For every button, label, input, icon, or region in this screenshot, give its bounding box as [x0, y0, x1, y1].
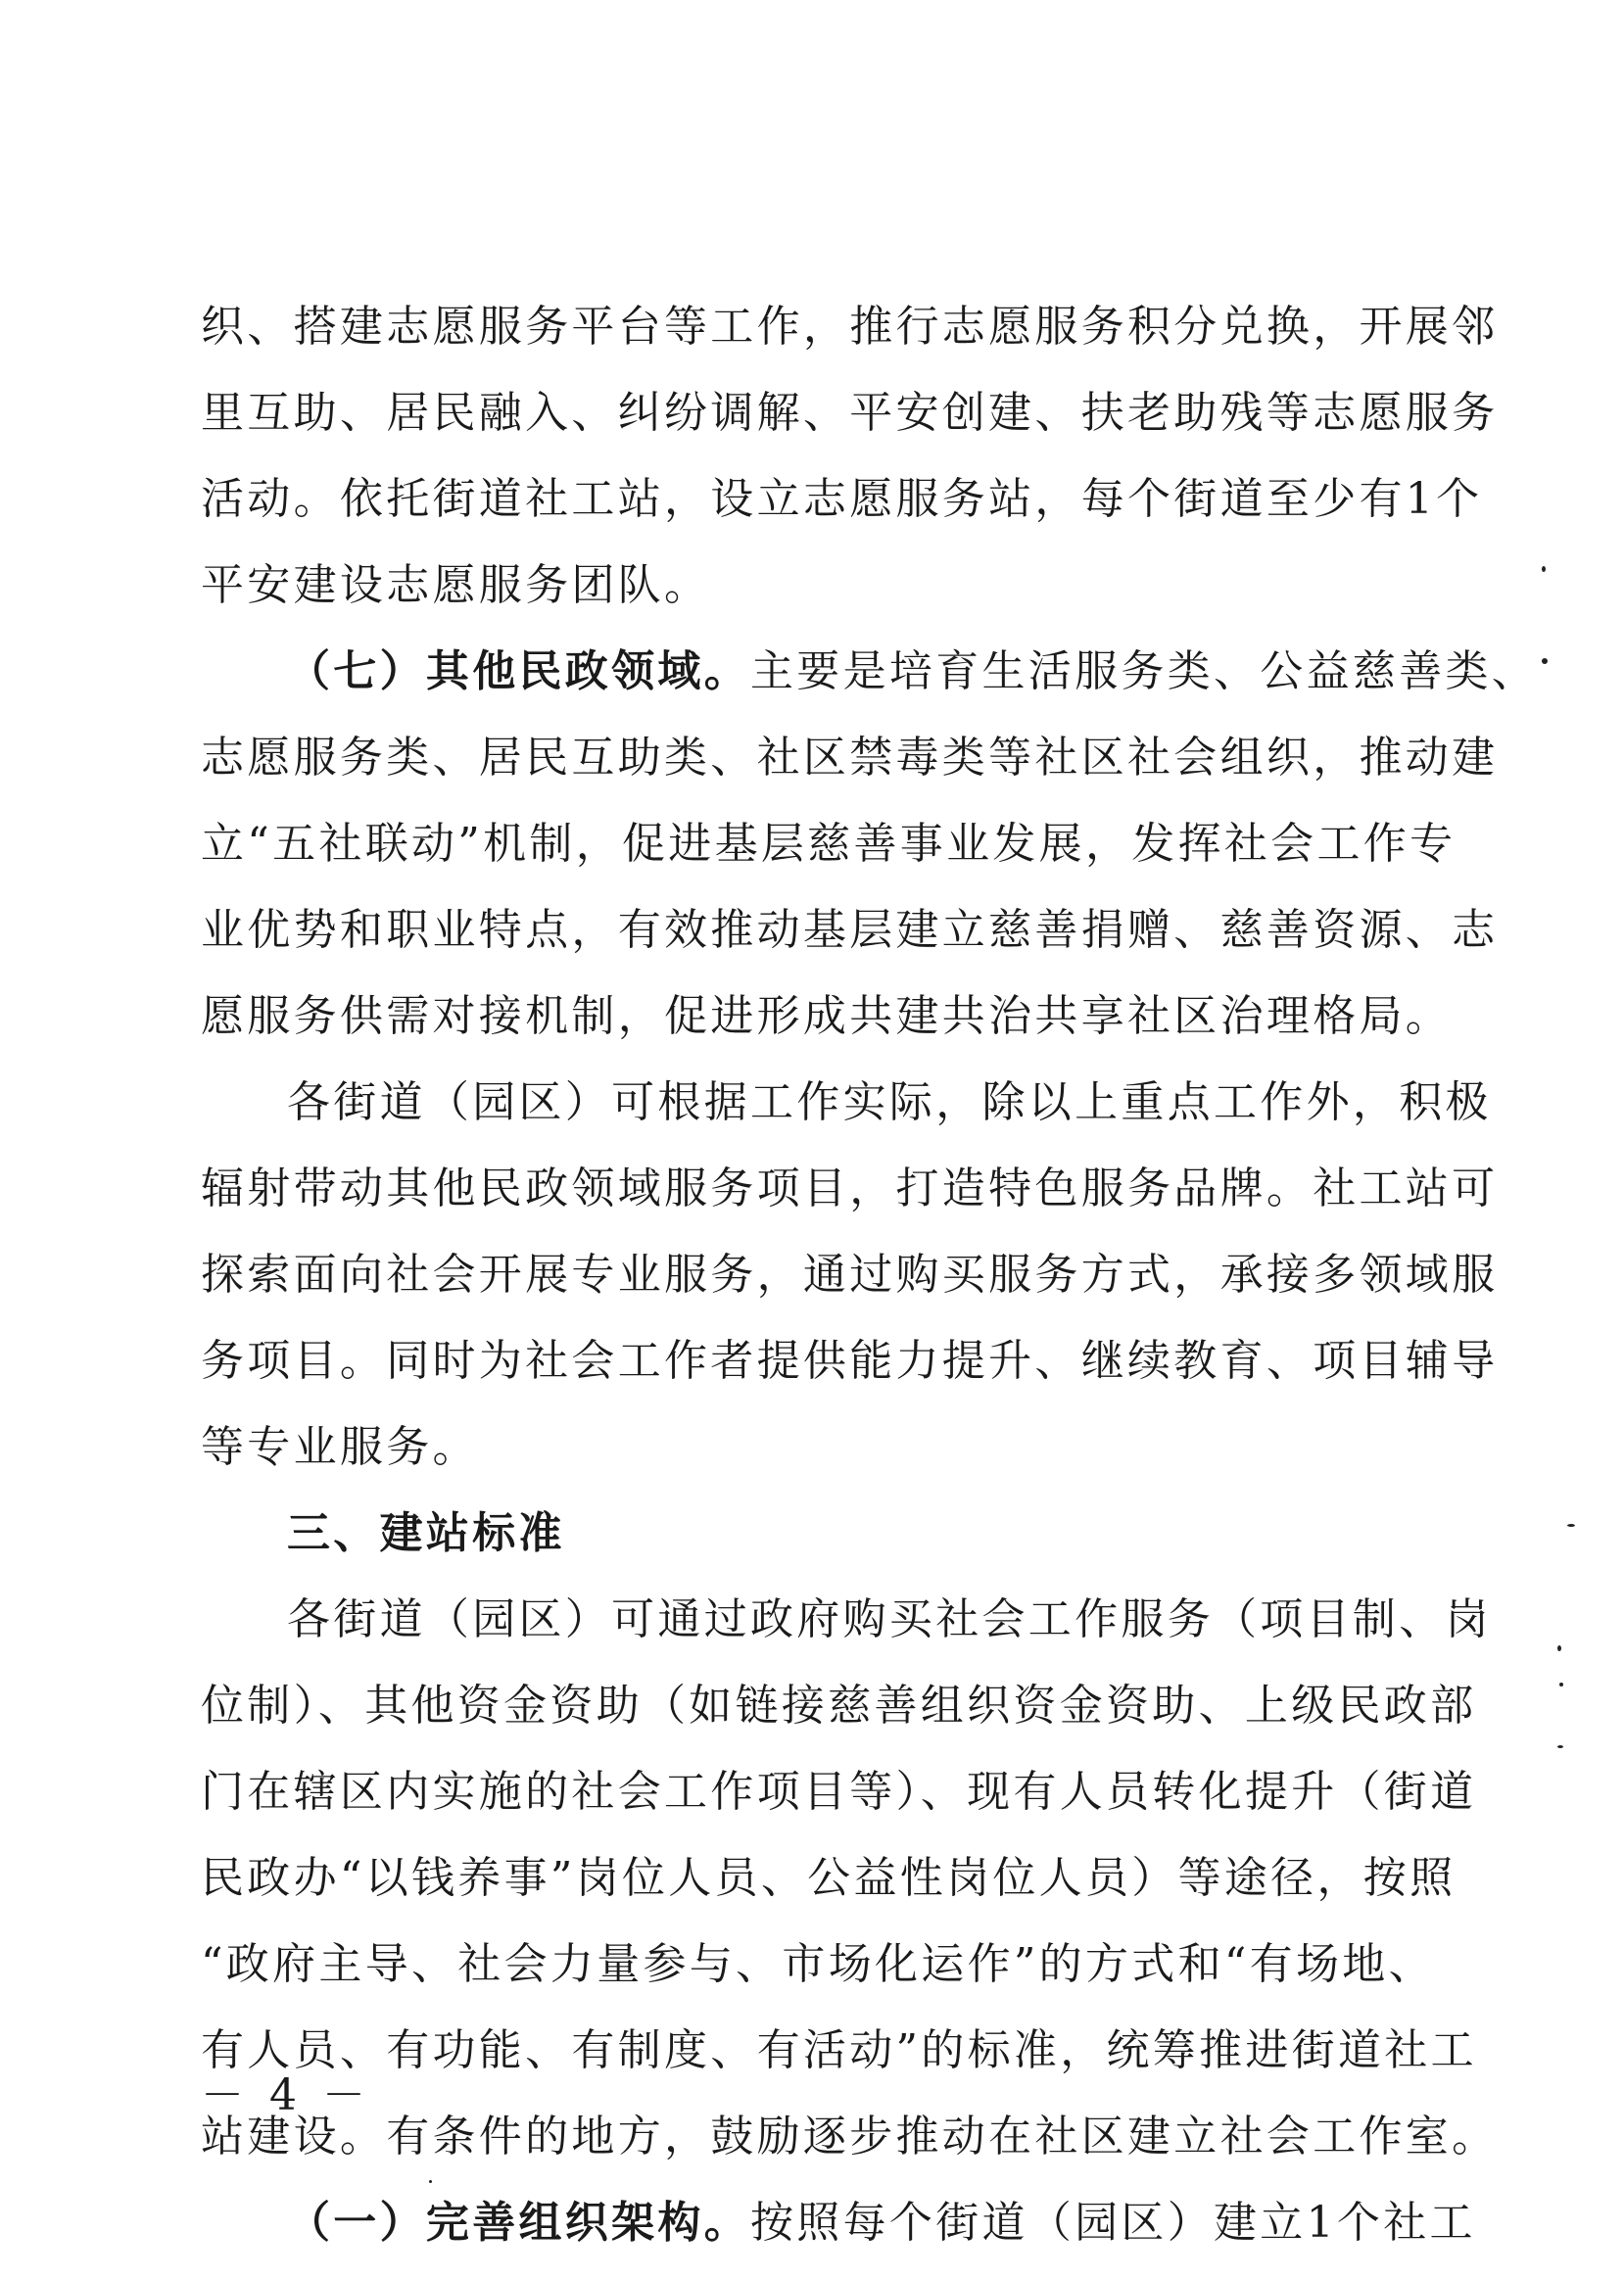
text-line: 门在辖区内实施的社会工作项目等）、现有人员转化提升（街道 [201, 1767, 1477, 1817]
text-line: 志愿服务类、居民互助类、社区禁毒类等社区社会组织，推动建 [201, 733, 1499, 783]
scan-speck [429, 2180, 432, 2183]
paragraph-first-line: 各街道（园区）可根据工作实际，除以上重点工作外，积极 [287, 1077, 1492, 1127]
text-line: 等专业服务。 [201, 1422, 479, 1472]
text-line: 站建设。有条件的地方，鼓励逐步推动在社区建立社会工作室。 [201, 2112, 1499, 2161]
scan-speck [1542, 566, 1546, 572]
text-line: 织、搭建志愿服务平台等工作，推行志愿服务积分兑换，开展邻 [201, 302, 1499, 352]
document-body [201, 284, 1539, 2266]
text-line: 位制）、其他资金资助（如链接慈善组织资金资助、上级民政部 [201, 1681, 1477, 1731]
scan-speck [1567, 1524, 1575, 1527]
section-1-intro: 按照每个街道（园区）建立1个社工 [750, 2198, 1476, 2248]
section-1-heading: （一）完善组织架构。 [287, 2198, 750, 2248]
section-7-heading: （七）其他民政领域。 [287, 646, 750, 696]
text-line: 务项目。同时为社会工作者提供能力提升、继续教育、项目辅导 [201, 1336, 1499, 1386]
section-7-first-line [201, 629, 1539, 715]
scan-speck [1557, 1645, 1561, 1651]
text-line: 探索面向社会开展专业服务，通过购买服务方式，承接多领域服 [201, 1250, 1499, 1300]
section-3-heading: 三、建站标准 [287, 1508, 565, 1558]
section-7-intro: 主要是培育生活服务类、公益慈善类、 [750, 646, 1539, 696]
text-line: “政府主导、社会力量参与、市场化运作”的方式和“有场地、 [201, 1939, 1435, 1989]
text-line: 有人员、有功能、有制度、有活动”的标准，统筹推进街道社工 [201, 2025, 1477, 2075]
text-line: 平安建设志愿服务团队。 [201, 560, 711, 610]
text-line: 里互助、居民融入、纠纷调解、平安创建、扶老助残等志愿服务 [201, 388, 1499, 438]
text-line: 活动。依托街道社工站，设立志愿服务站，每个街道至少有1个 [201, 474, 1483, 524]
text-line: 民政办“以钱养事”岗位人员、公益性岗位人员）等途径，按照 [201, 1853, 1457, 1903]
paragraph-first-line: 各街道（园区）可通过政府购买社会工作服务（项目制、岗 [287, 1594, 1492, 1644]
scan-speck [1557, 1745, 1563, 1748]
scan-speck [1542, 658, 1548, 664]
section-1-first-line [201, 2180, 1476, 2266]
text-line: 辐射带动其他民政领域服务项目，打造特色服务品牌。社工站可 [201, 1164, 1499, 1213]
page-number: － 4 － [201, 2070, 371, 2120]
text-line: 业优势和职业特点，有效推动基层建立慈善捐赠、慈善资源、志 [201, 905, 1499, 955]
text-line: 立“五社联动”机制，促进基层慈善事业发展，发挥社会工作专 [201, 819, 1457, 869]
scan-speck [1559, 1683, 1563, 1686]
text-line: 愿服务供需对接机制，促进形成共建共治共享社区治理格局。 [201, 991, 1453, 1041]
